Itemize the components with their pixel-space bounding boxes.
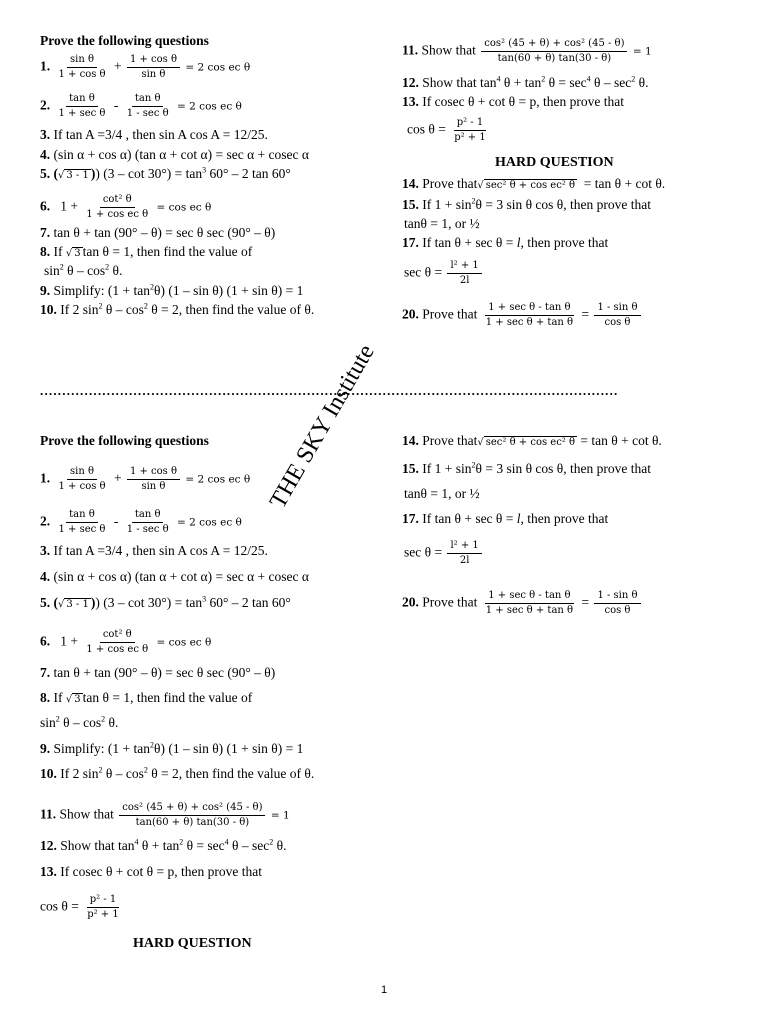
question-17-formula [404, 260, 484, 287]
numerator: sin θ [67, 54, 97, 68]
fraction [447, 260, 481, 287]
question-text: θ. [635, 75, 649, 90]
fraction [83, 629, 151, 656]
exponent: 2 [631, 74, 636, 84]
question-number: 9. [40, 741, 51, 756]
question-3 [40, 127, 268, 143]
question-4 [40, 569, 309, 585]
rhs: = cos ec θ [156, 201, 212, 214]
denominator: 1 + sec θ + tan θ [485, 317, 574, 328]
denominator: tan(60 + θ) tan(30 - θ) [497, 53, 612, 64]
question-number: 3. [40, 127, 51, 142]
numerator: cos² (45 + θ) + cos² (45 - θ) [119, 802, 265, 816]
hard-question-heading: HARD QUESTION [133, 936, 252, 951]
question-text: θ + tan [138, 838, 180, 853]
question-8-line2 [44, 263, 122, 279]
denominator: cos θ [604, 317, 631, 328]
question-number: 1. [40, 58, 51, 74]
question-7 [40, 225, 275, 241]
exponent: 2 [98, 301, 103, 311]
question-text: Simplify: (1 + tan [50, 283, 150, 298]
numerator: l² + 1 [447, 540, 481, 554]
fraction [483, 302, 576, 329]
question-text: θ – cos [102, 302, 144, 317]
question-text: tan θ = 1, then find the value of [82, 244, 253, 259]
exponent: 2 [98, 765, 103, 775]
radicand: 3 - 1 [66, 170, 89, 181]
numerator: tan θ [66, 509, 98, 523]
question-text: Show that [418, 42, 476, 58]
radicand: sec² θ + cos ec² θ [485, 180, 576, 191]
question-number: 14. [402, 433, 419, 448]
numerator: p² - 1 [454, 117, 487, 131]
question-text: θ = sec [183, 838, 225, 853]
numerator: tan θ [132, 93, 164, 107]
operator: = [581, 594, 590, 610]
question-1 [40, 466, 250, 493]
question-8 [40, 690, 252, 708]
question-text: Prove that [418, 594, 478, 610]
question-text: If tan θ + sec θ = [418, 511, 517, 526]
watermark: THE SKY Institute [265, 340, 380, 513]
operator: + [113, 58, 122, 74]
question-text: 60° – 2 tan 60° [206, 595, 291, 610]
fraction [124, 509, 172, 536]
variable-l: l [516, 511, 521, 526]
numerator: cot² θ [100, 629, 135, 643]
question-number: 11. [40, 806, 57, 822]
radicand: 3 [74, 694, 81, 705]
denominator: 1 + cos θ [58, 481, 106, 492]
question-10 [40, 302, 314, 318]
question-text: If 1 + sin [418, 461, 472, 476]
exponent: 3 [202, 165, 207, 175]
question-text: θ + tan [500, 75, 542, 90]
fraction [481, 38, 627, 65]
radicand: 3 [74, 248, 81, 259]
question-text: θ. [109, 263, 123, 278]
fraction [119, 802, 265, 829]
denominator: 1 + cos θ [58, 69, 106, 80]
paren: ( [50, 166, 58, 181]
numerator: 1 - sin θ [594, 302, 640, 316]
sqrt: √ 3 - 1 [58, 170, 89, 181]
exponent: 2 [471, 460, 476, 470]
question-text: If 2 sin [56, 302, 99, 317]
question-3 [40, 543, 268, 559]
denominator: p² + 1 [87, 909, 119, 920]
question-number: 1. [40, 470, 51, 486]
question-text: If 2 sin [56, 766, 99, 781]
question-number: 10. [40, 302, 57, 317]
variable-l: l [516, 235, 521, 250]
question-number: 6. [40, 198, 51, 214]
denominator: p² + 1 [454, 132, 486, 143]
question-17-formula [404, 540, 484, 567]
question-text: , then prove that [520, 511, 609, 526]
question-text: θ – sec [228, 838, 270, 853]
hard-question-heading: HARD QUESTION [495, 155, 614, 170]
question-text: θ – cos [63, 263, 106, 278]
exponent: 2 [149, 740, 154, 750]
question-2 [40, 509, 242, 536]
rhs: = 1 [270, 809, 290, 822]
question-text: θ = 3 sin θ cos θ, then prove that [475, 197, 651, 212]
exponent: 2 [105, 262, 110, 272]
question-number: 10. [40, 766, 57, 781]
question-number: 11. [402, 42, 419, 58]
rhs: = 2 cos ec θ [177, 100, 242, 113]
section-heading: Prove the following questions [40, 433, 209, 448]
fraction [56, 509, 109, 536]
numerator: 1 + sec θ - tan θ [485, 302, 573, 316]
operator: + [113, 470, 122, 486]
numerator: sin θ [67, 466, 97, 480]
exponent: 4 [496, 74, 501, 84]
rhs: = 2 cos ec θ [185, 473, 251, 486]
fraction [56, 466, 109, 493]
denominator: sin θ [141, 481, 166, 492]
sqrt: √ 3 - 1 [58, 599, 89, 610]
exponent: 2 [149, 282, 154, 292]
question-text: sin [40, 715, 56, 730]
exponent: 4 [586, 74, 591, 84]
question-20 [402, 590, 643, 617]
fraction [56, 54, 109, 81]
question-text: cos θ = [40, 898, 79, 914]
question-number: 20. [402, 306, 419, 322]
question-13 [402, 94, 624, 110]
exponent: 2 [471, 196, 476, 206]
fraction [127, 466, 180, 493]
fraction [84, 894, 122, 921]
rhs: = 1 [632, 45, 652, 58]
sqrt: √ 3 [65, 248, 81, 259]
exponent: 2 [101, 714, 106, 724]
fraction [127, 54, 180, 81]
question-7 [40, 665, 275, 681]
question-number: 13. [402, 94, 419, 109]
question-text: θ – cos [102, 766, 144, 781]
exponent: 2 [143, 765, 148, 775]
question-text: If [50, 690, 66, 705]
question-13 [40, 864, 262, 880]
question-text: θ) (1 – sin θ) (1 + sin θ) = 1 [153, 741, 304, 756]
question-text: 60° – 2 tan 60° [206, 166, 291, 181]
question-text: sin [44, 263, 60, 278]
sqrt: √ sec² θ + cos ec² θ [477, 180, 576, 191]
question-text: tan θ + tan (90° – θ) = sec θ sec (90° – θ) [50, 665, 276, 680]
paren: ( [50, 595, 58, 610]
question-text: Show that tan [56, 838, 135, 853]
numerator: l² + 1 [447, 260, 481, 274]
question-text: If tan A =3/4 , then sin A cos A = 12/25. [50, 127, 268, 142]
rhs: = cos ec θ [156, 636, 212, 649]
sqrt: √ 3 [65, 694, 81, 705]
denominator: cos θ [604, 605, 631, 616]
question-number: 7. [40, 225, 51, 240]
question-text: = tan θ + cot θ. [583, 176, 666, 191]
question-text: If tan A =3/4 , then sin A cos A = 12/25. [50, 543, 268, 558]
question-text: cos θ = [407, 121, 446, 137]
denominator: 1 + sec θ + tan θ [485, 605, 574, 616]
question-text: Prove that [418, 306, 478, 322]
fraction [594, 302, 640, 329]
rhs: = 2 cos ec θ [177, 516, 242, 529]
question-number: 13. [40, 864, 57, 879]
question-15 [402, 197, 651, 213]
exponent: 2 [55, 714, 60, 724]
question-text: θ = 2, then find the value of θ. [147, 302, 315, 317]
question-number: 2. [40, 97, 51, 113]
denominator: tan(60 + θ) tan(30 - θ) [135, 817, 250, 828]
question-text: sec θ = [404, 544, 443, 560]
question-number: 17. [402, 511, 419, 526]
question-5: 5. (√ 3 - 1 )) $(3 - \cot 30^\circ) = \tan^3 60^\circ - 2$ tan 60° [40, 165, 291, 181]
question-number: 12. [402, 75, 419, 90]
question-number: 8. [40, 690, 51, 705]
question-text: 1 + [60, 633, 78, 649]
question-13-formula [407, 117, 491, 144]
question-number: 4. [40, 569, 51, 584]
question-text: ) (3 – cot 30°) = tan [95, 595, 203, 610]
question-number: 8. [40, 244, 51, 259]
exponent: 2 [179, 837, 184, 847]
question-text: If [50, 244, 66, 259]
question-text: 1 + [60, 198, 78, 214]
fraction [483, 590, 576, 617]
question-number: 17. [402, 235, 419, 250]
exponent: 4 [134, 837, 139, 847]
question-2 [40, 93, 242, 120]
fraction [447, 540, 481, 567]
numerator: 1 + cos θ [127, 466, 180, 480]
numerator: tan θ [132, 509, 164, 523]
exponent: 2 [59, 262, 64, 272]
question-text: θ – cos [59, 715, 102, 730]
radicand: sec² θ + cos ec² θ [485, 437, 576, 448]
question-text: Prove that [418, 433, 478, 448]
numerator: tan θ [66, 93, 98, 107]
question-11 [402, 38, 652, 65]
sqrt: √ sec² θ + cos ec² θ [477, 437, 576, 448]
operator: - [113, 97, 119, 113]
denominator: 1 + cos ec θ [86, 644, 149, 655]
question-text: θ = sec [545, 75, 587, 90]
question-15-line2: tanθ = 1, or ½ [404, 216, 480, 231]
numerator: 1 + sec θ - tan θ [485, 590, 573, 604]
question-text: θ. [273, 838, 287, 853]
fraction [83, 194, 151, 221]
question-number: 7. [40, 665, 51, 680]
section-heading: Prove the following questions [40, 33, 209, 48]
question-text: θ. [105, 715, 119, 730]
question-text: Prove that [418, 176, 478, 191]
question-number: 15. [402, 197, 419, 212]
question-number: 15. [402, 461, 419, 476]
dotted-separator: .................................................................................................................................. [40, 385, 619, 397]
question-8-line2 [40, 715, 118, 731]
question-17 [402, 511, 608, 527]
question-8 [40, 244, 252, 262]
denominator: 1 + sec θ [58, 108, 106, 119]
question-text: If tan θ + sec θ = [418, 235, 517, 250]
question-11 [40, 802, 290, 829]
question-number: 2. [40, 513, 51, 529]
exponent: 2 [541, 74, 546, 84]
question-text: If 1 + sin [418, 197, 472, 212]
question-20 [402, 302, 643, 329]
question-text: = tan θ + cot θ. [580, 433, 662, 448]
question-number: 5. [40, 595, 51, 610]
question-12 [40, 838, 286, 854]
question-text: ) (3 – cot 30°) = tan [95, 166, 203, 181]
question-6 [40, 629, 211, 656]
question-4 [40, 147, 309, 163]
exponent: 2 [269, 837, 274, 847]
question-14 [402, 433, 662, 451]
numerator: 1 + cos θ [127, 54, 180, 68]
question-number: 9. [40, 283, 51, 298]
question-text: (sin α + cos α) (tan α + cot α) = sec α + cosec α [50, 147, 309, 162]
question-15-line2: tanθ = 1, or ½ [404, 486, 480, 501]
question-text: (sin α + cos α) (tan α + cot α) = sec α + cosec α [50, 569, 309, 584]
denominator: sin θ [141, 69, 166, 80]
question-number: 20. [402, 594, 419, 610]
denominator: 1 + sec θ [58, 524, 106, 535]
denominator: 2l [459, 555, 470, 566]
denominator: 1 + cos ec θ [86, 209, 149, 220]
operator: - [113, 513, 119, 529]
question-text: , then prove that [520, 235, 609, 250]
question-text: Show that [56, 806, 114, 822]
question-number: 14. [402, 176, 419, 191]
question-number: 4. [40, 147, 51, 162]
question-number: 12. [40, 838, 57, 853]
question-text: θ) (1 – sin θ) (1 + sin θ) = 1 [153, 283, 304, 298]
question-12 [402, 75, 648, 91]
denominator: 2l [459, 275, 470, 286]
operator: = [581, 306, 590, 322]
question-text: Show that tan [418, 75, 497, 90]
numerator: cot² θ [100, 194, 135, 208]
question-text: tan θ = 1, then find the value of [82, 690, 253, 705]
question-text: sec θ = [404, 264, 443, 280]
question-text: θ = 3 sin θ cos θ, then prove that [475, 461, 651, 476]
question-text: Simplify: (1 + tan [50, 741, 150, 756]
numerator: 1 - sin θ [594, 590, 640, 604]
denominator: 1 - sec θ [126, 108, 169, 119]
question-number: 5. [40, 166, 51, 181]
question-text: tan θ + tan (90° – θ) = sec θ sec (90° – θ) [50, 225, 276, 240]
question-text: If cosec θ + cot θ = p, then prove that [418, 94, 624, 109]
question-13-formula [40, 894, 124, 921]
numerator: p² - 1 [87, 894, 120, 908]
question-1 [40, 54, 250, 81]
question-17 [402, 235, 608, 251]
page-number: 1 [380, 984, 388, 996]
question-10 [40, 766, 314, 782]
numerator: cos² (45 + θ) + cos² (45 - θ) [481, 38, 627, 52]
question-14 [402, 176, 665, 194]
exponent: 2 [143, 301, 148, 311]
question-5: 5. (√ 3 - 1 )) $(3 - \cot 30^\circ) = \tan^3 60^\circ - 2$ tan 60° [40, 594, 291, 610]
question-number: 6. [40, 633, 51, 649]
exponent: 4 [224, 837, 229, 847]
question-text: θ – sec [590, 75, 632, 90]
radicand: 3 - 1 [66, 599, 89, 610]
question-15 [402, 461, 651, 477]
question-text: If cosec θ + cot θ = p, then prove that [56, 864, 262, 879]
denominator: 1 - sec θ [126, 524, 169, 535]
fraction [124, 93, 172, 120]
question-6 [40, 194, 211, 221]
question-9 [40, 283, 303, 299]
question-number: 3. [40, 543, 51, 558]
fraction [451, 117, 489, 144]
question-text: θ = 2, then find the value of θ. [147, 766, 315, 781]
fraction [594, 590, 640, 617]
question-9 [40, 741, 303, 757]
fraction [56, 93, 109, 120]
exponent: 3 [202, 594, 207, 604]
rhs: = 2 cos ec θ [185, 61, 251, 74]
